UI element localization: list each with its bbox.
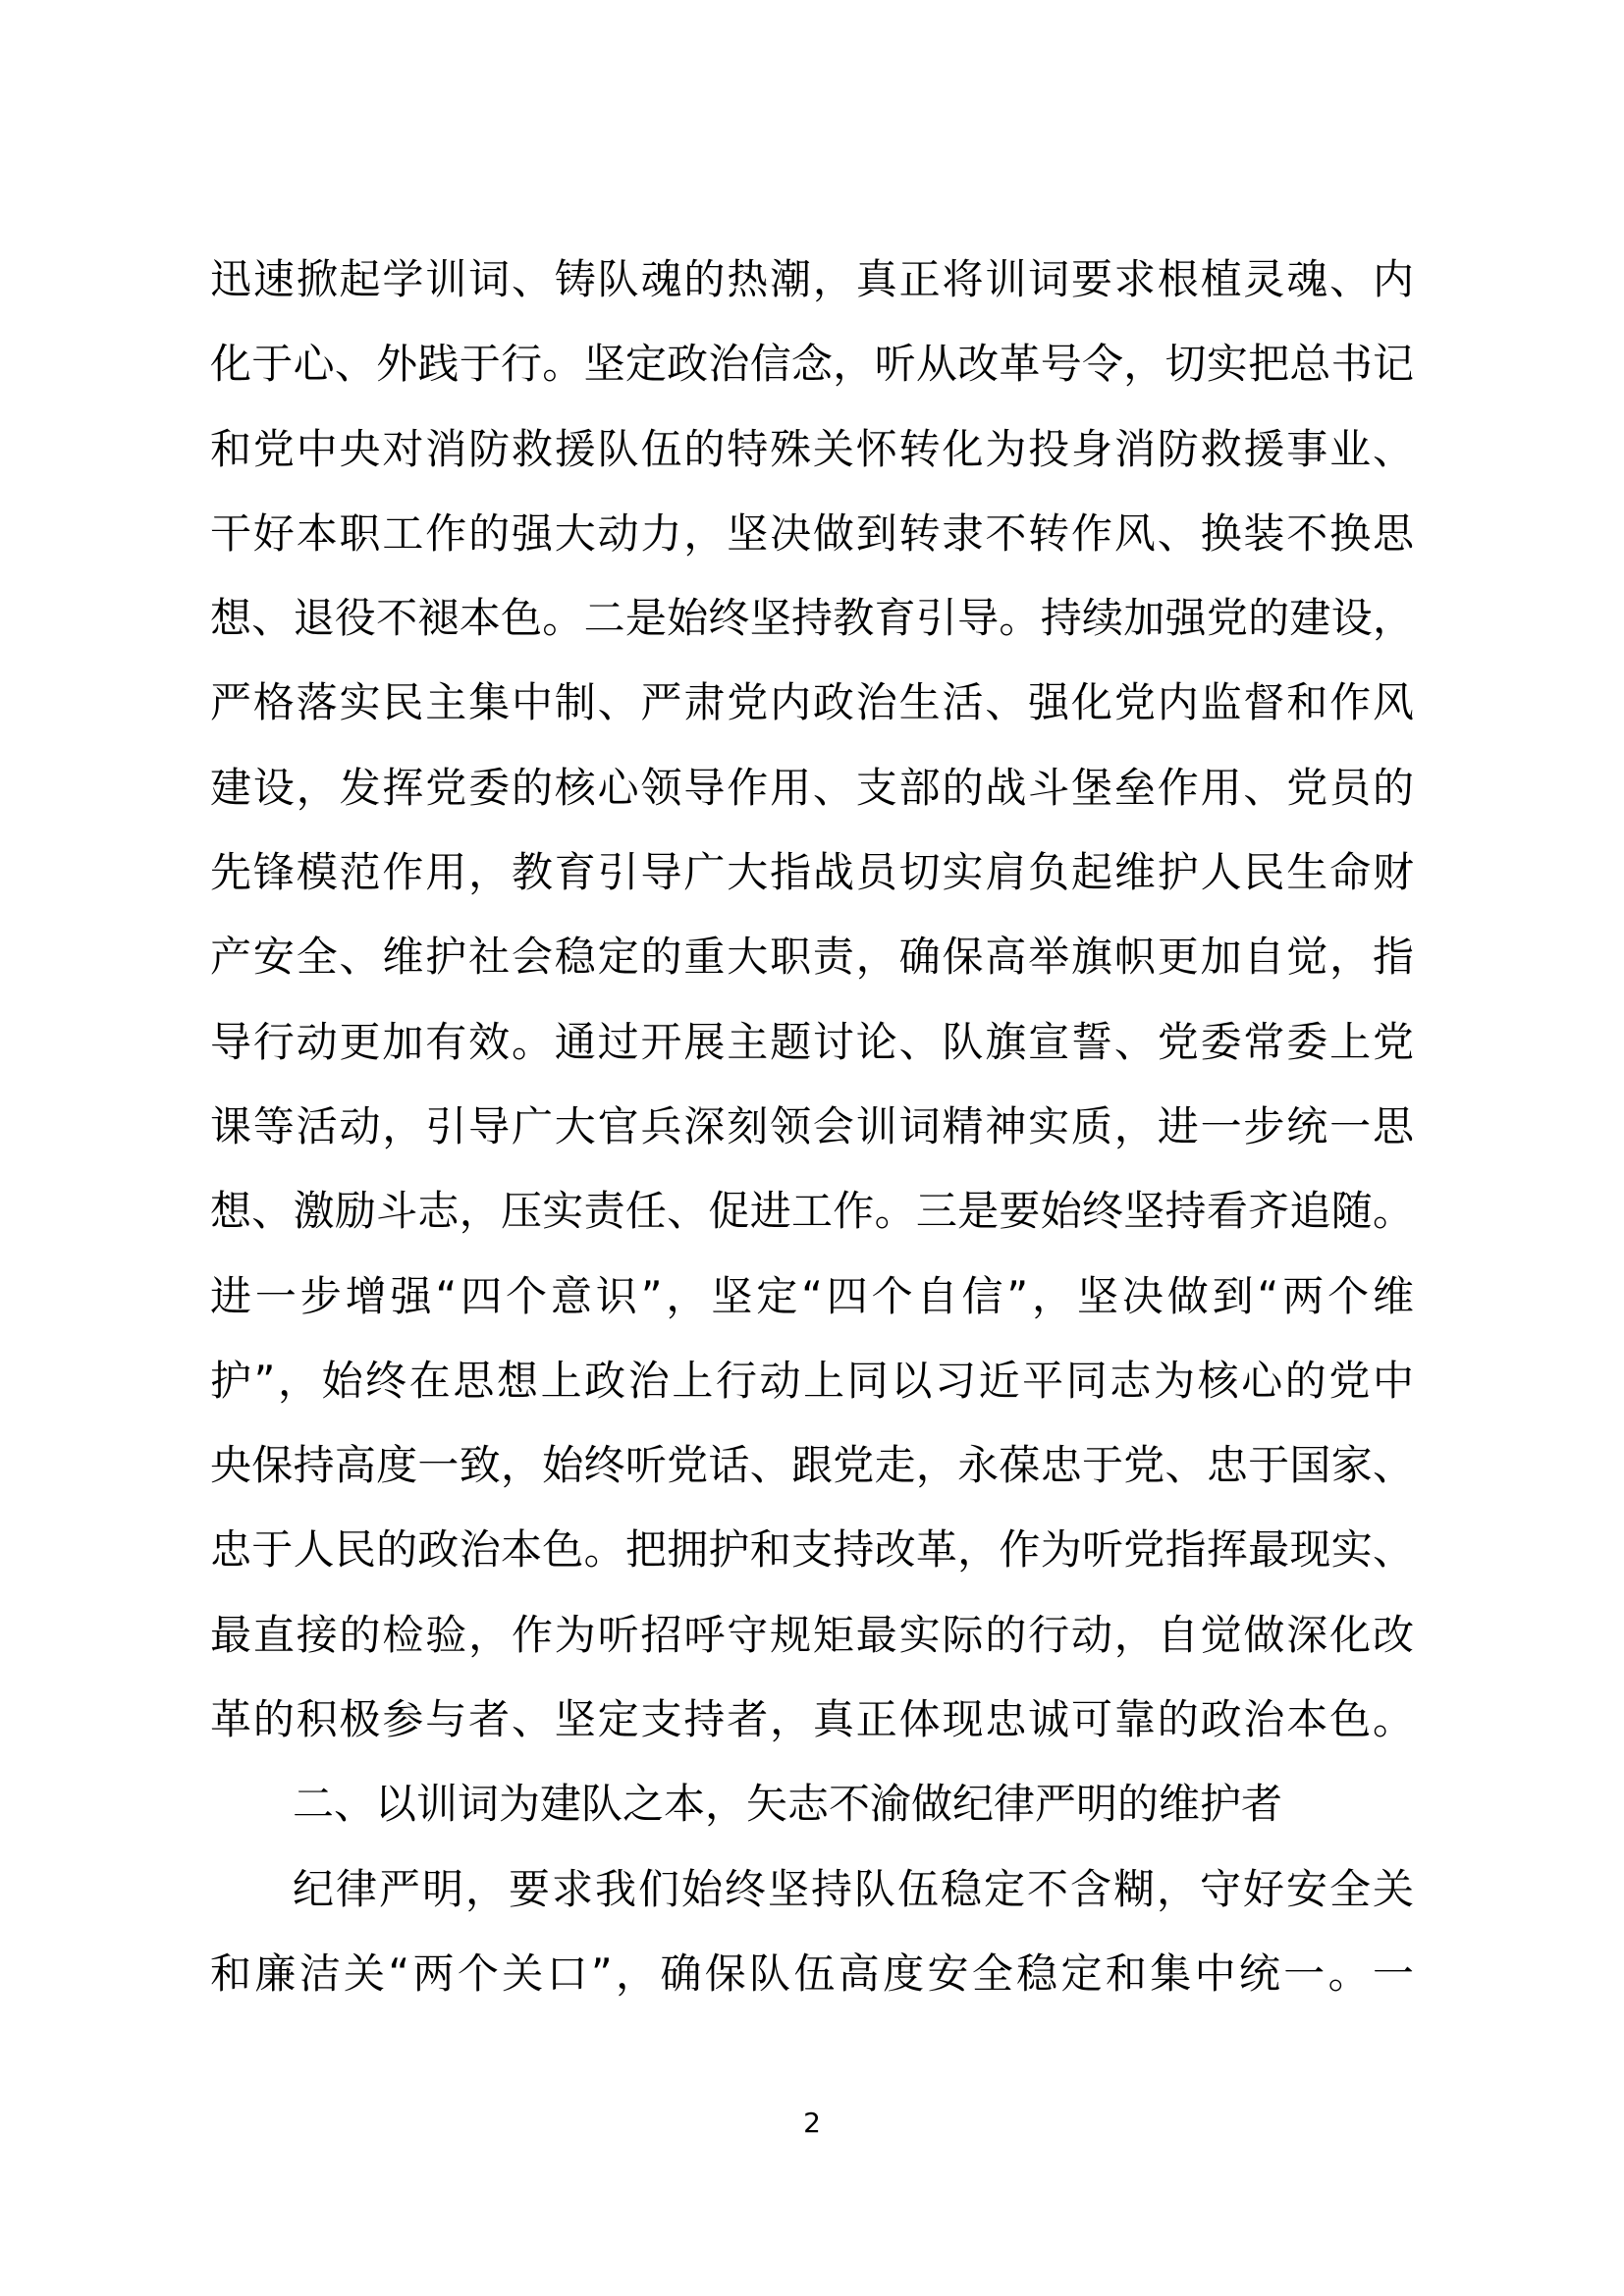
text-line: 进一步增强“四个意识”，坚定“四个自信”，坚决做到“两个维 xyxy=(210,1271,1414,1320)
text-line: 化于心、外践于行。坚定政治信念，听从改革号令，切实把总书记 xyxy=(210,340,1414,389)
document-body xyxy=(210,238,1414,2016)
text-line: 导行动更加有效。通过开展主题讨论、队旗宣誓、党委常委上党 xyxy=(210,1017,1414,1066)
text-line: 严格落实民主集中制、严肃党内政治生活、强化党内监督和作风 xyxy=(210,678,1414,727)
text-line: 课等活动，引导广大官兵深刻领会训词精神实质，进一步统一思 xyxy=(210,1101,1414,1150)
text-line: 护”，始终在思想上政治上行动上同以习近平同志为核心的党中 xyxy=(210,1356,1414,1405)
text-line: 和党中央对消防救援队伍的特殊关怀转化为投身消防救援事业、 xyxy=(210,424,1414,473)
text-line: 干好本职工作的强大动力，坚决做到转隶不转作风、换装不换思 xyxy=(210,508,1414,558)
paragraph xyxy=(210,1847,1414,2017)
text-line: 产安全、维护社会稳定的重大职责，确保高举旗帜更加自觉，指 xyxy=(210,933,1414,982)
text-line: 先锋模范作用，教育引导广大指战员切实肩负起维护人民生命财 xyxy=(210,848,1414,897)
text-line: 和廉洁关“两个关口”，确保队伍高度安全稳定和集中统一。一 xyxy=(210,1949,1414,1998)
text-line: 最直接的检验，作为听招呼守规矩最实际的行动，自觉做深化改 xyxy=(210,1610,1414,1659)
text-line: 纪律严明，要求我们始终坚持队伍稳定不含糊，守好安全关 xyxy=(293,1864,1414,1913)
text-line: 想、退役不褪本色。二是始终坚持教育引导。持续加强党的建设， xyxy=(210,594,1414,643)
text-line: 忠于人民的政治本色。把拥护和支持改革，作为听党指挥最现实、 xyxy=(210,1525,1414,1575)
text-line: 央保持高度一致，始终听党话、跟党走，永葆忠于党、忠于国家、 xyxy=(210,1441,1414,1490)
text-line: 革的积极参与者、坚定支持者，真正体现忠诚可靠的政治本色。 xyxy=(210,1695,1414,1744)
page-number: 2 xyxy=(803,2107,821,2139)
text-line: 想、激励斗志，压实责任、促进工作。三是要始终坚持看齐追随。 xyxy=(210,1187,1414,1236)
paragraph-continuation xyxy=(210,238,1414,1762)
text-line: 建设，发挥党委的核心领导作用、支部的战斗堡垒作用、党员的 xyxy=(210,763,1414,812)
text-line: 迅速掀起学训词、铸队魂的热潮，真正将训词要求根植灵魂、内 xyxy=(210,255,1414,303)
section-heading: 二、以训词为建队之本，矢志不渝做纪律严明的维护者 xyxy=(293,1780,1283,1829)
